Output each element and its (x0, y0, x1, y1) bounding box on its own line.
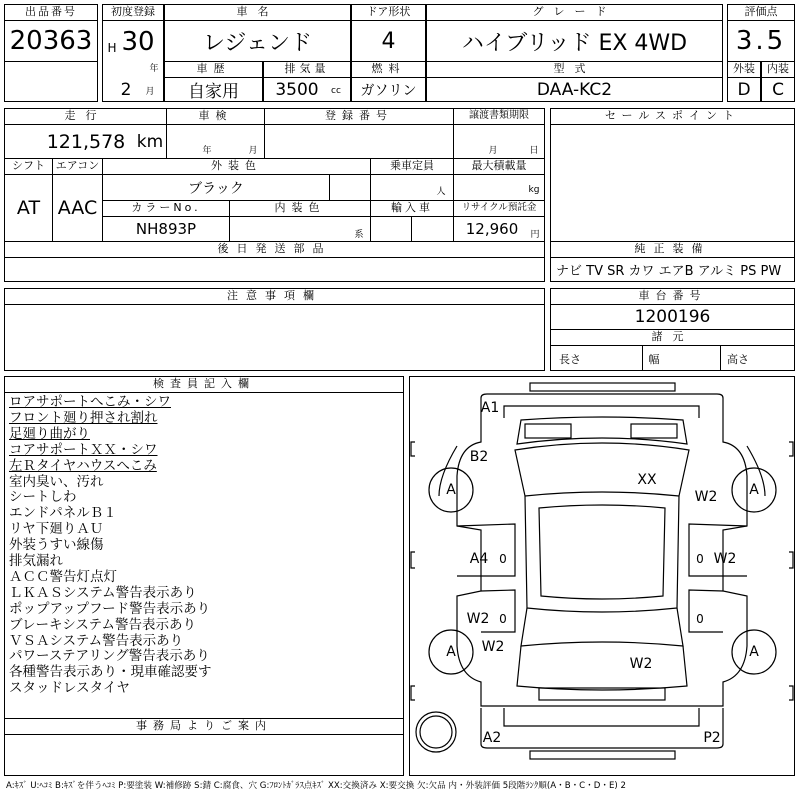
chassis-label: 車台番号 (550, 288, 795, 305)
ac-label: エアコン (52, 158, 103, 175)
displacement-value: 3500 (275, 79, 319, 100)
exterior-grade: D (737, 79, 751, 100)
equipment-label: 純正装備 (550, 241, 795, 258)
history-label: 車歴 (164, 61, 263, 78)
notes-label: 注意事項欄 (4, 288, 545, 305)
inspector-note-line: フロント廻り押され割れ (9, 409, 158, 426)
interior-color-unit: 系 (354, 229, 364, 240)
interior-color-cell (229, 216, 371, 242)
inspector-note-line: 各種警告表示あり・現車確認要す (9, 664, 212, 681)
dimensions-label: 諸元 (550, 329, 795, 346)
reg-year: 30 (121, 27, 155, 57)
height-label: 高さ (727, 353, 749, 366)
door-count: 4 (381, 29, 396, 54)
rear-apron (504, 708, 699, 726)
width-label: 幅 (648, 353, 660, 366)
length-label: 長さ (559, 353, 581, 366)
tire-mark-rr: A (749, 644, 759, 660)
damage-legend: A:ｷｽﾞ U:ﾍｺﾐ B:ｷｽﾞを伴うﾍｺﾐ P:要塗装 W:補修跡 S:錆 C:腐食、穴 G:ﾌﾛﾝﾄｶﾞﾗｽ点ｷｽﾞ XX:交換済み X:要交換 欠:欠品 内・外装評価 5段階ﾗﾝｸ順(A・B・C・D・E) 2 (6, 781, 626, 791)
load-label: 最大積載量 (453, 158, 545, 175)
spare-tire-inner (420, 716, 452, 748)
inspector-note-line: ＶＳＡシステム警告表示あり (9, 632, 184, 649)
trunk (517, 646, 687, 690)
inspector-note-line: 外装うすい線傷 (9, 537, 104, 554)
mark-xx: XX (637, 472, 657, 488)
inspector-note-line: スタッドレスタイヤ (9, 680, 130, 697)
cabin (525, 496, 679, 612)
year-unit: 年 (149, 63, 159, 74)
reg-no-label: 登録番号 (264, 108, 454, 125)
headlight-left (525, 424, 571, 438)
sales-point-box (550, 108, 795, 242)
mark-zero-lower-right: 0 (696, 612, 704, 626)
left-bracket-mid (411, 552, 415, 568)
mark-a4: A4 (469, 551, 489, 567)
inspector-note-line: リヤ下廻りＡＵ (9, 521, 104, 538)
load-unit: kg (528, 185, 540, 195)
recycle-label: リサイクル預託金 (453, 200, 545, 217)
model-label: 型式 (426, 61, 723, 78)
inspector-note-line: ＡＣＣ警告灯点灯 (9, 568, 117, 585)
color-no-value: NH893P (135, 220, 197, 238)
inspection-label: 車検 (166, 108, 265, 125)
lot-number-label: 出品番号 (4, 4, 98, 21)
mark-w2-left-mid: W2 (466, 611, 490, 627)
inspector-note-line: 足廻り曲がり (9, 425, 90, 442)
interior-grade-label: 内装 (761, 61, 795, 78)
month-unit: 月 (145, 86, 155, 97)
inspector-note-line: 左Ｒタイヤハウスへこみ (9, 457, 157, 474)
front-bumper-strip (530, 383, 675, 391)
displacement-unit: cc (331, 86, 341, 96)
tire-mark-rf: A (749, 482, 759, 498)
transfer-month-unit: 月 (488, 145, 498, 156)
inspector-notes-list (0, 395, 404, 715)
car-name-label: 車名 (164, 4, 351, 21)
first-reg-label: 初度登録 (102, 4, 164, 21)
lot-number: 20363 (9, 26, 93, 56)
shift-value: AT (16, 197, 41, 219)
score-label: 評価点 (727, 4, 795, 21)
ac-value: AAC (57, 197, 98, 219)
transfer-label: 譲渡書類期限 (453, 108, 545, 125)
hood (517, 417, 687, 444)
left-bracket-low (411, 686, 415, 700)
recycle-unit: 円 (530, 229, 540, 240)
recycle-value: 12,960 (465, 220, 519, 238)
import-cell-b (411, 216, 454, 242)
exterior-color-extra-cell (329, 174, 371, 201)
mark-w2-left-lower: W2 (481, 639, 505, 655)
inspector-note-line: シートしわ (9, 489, 77, 506)
fuel-value: ガソリン (360, 82, 417, 99)
era-letter: H (107, 41, 117, 55)
rear-bumper (481, 708, 723, 748)
inspector-note-line: ＬＫＡＳシステム警告表示あり (9, 584, 197, 601)
mark-zero-left: 0 (499, 552, 507, 566)
inspector-note-line: ロアサポートへこみ・シワ (9, 394, 171, 410)
mark-w2-center: W2 (629, 656, 653, 672)
inspector-note-line: ポップアップフード警告表示あり (9, 600, 211, 617)
capacity-unit: 人 (436, 186, 446, 197)
mileage-value: 121,578 (46, 131, 126, 153)
mark-a1: A1 (480, 400, 500, 416)
front-apron (504, 406, 699, 418)
grade-value: ハイブリッド EX 4WD (461, 31, 688, 56)
mark-w2-right-top: W2 (694, 489, 718, 505)
roof (539, 505, 665, 599)
mark-zero-lower-left: 0 (499, 612, 507, 626)
exterior-grade-label: 外装 (727, 61, 761, 78)
office-label: 事務局よりご案内 (4, 718, 404, 735)
inspector-note-line: エンドパネルＢ１ (9, 505, 117, 522)
displacement-label: 排気量 (263, 61, 351, 78)
history-value: 自家用 (188, 82, 239, 102)
color-no-label: カラーNo. (102, 200, 230, 217)
door-label: ドア形状 (351, 4, 426, 21)
rear-bumper-strip (530, 751, 675, 759)
later-parts-cell (4, 257, 545, 282)
exterior-color-value: ブラック (188, 180, 244, 197)
later-parts-label: 後日発送部品 (4, 241, 545, 258)
equipment-items: ナビ TV SR カワ エアB アルミ PS PW (556, 264, 782, 279)
inspector-note-line: 排気漏れ (9, 553, 63, 569)
left-bracket-top (411, 442, 415, 456)
headlight-right (631, 424, 677, 438)
transfer-day-unit: 日 (529, 145, 539, 156)
mark-zero-right: 0 (696, 552, 704, 566)
interior-grade: C (772, 79, 784, 100)
right-bracket-low (789, 686, 793, 700)
windshield (515, 443, 689, 496)
inspector-label: 検査員記入欄 (4, 376, 404, 393)
shift-label: シフト (4, 158, 53, 175)
car-diagram (409, 376, 795, 776)
right-bracket-top (789, 442, 793, 456)
mark-b2: B2 (469, 449, 489, 465)
reg-month: 2 (120, 80, 132, 100)
score-value: 3.5 (735, 26, 787, 56)
grade-label: グレード (426, 4, 723, 21)
inspector-note-line: 室内臭い、汚れ (9, 473, 104, 490)
tire-mark-lr: A (446, 644, 456, 660)
interior-color-label: 内装色 (229, 200, 371, 217)
inspector-note-line: コアサポートＸＸ・シワ (9, 441, 158, 458)
inspection-month-unit: 月 (248, 145, 258, 156)
car-name: レジェンド (202, 31, 312, 56)
capacity-label: 乗車定員 (370, 158, 454, 175)
right-bracket-mid (789, 552, 793, 568)
lot-number-divider (4, 61, 98, 62)
inspector-note-line: ブレーキシステム警告表示あり (9, 616, 196, 633)
inspection-year-unit: 年 (202, 145, 212, 156)
mark-p2: P2 (703, 730, 721, 746)
fuel-label: 燃料 (351, 61, 426, 78)
spare-tire (416, 712, 456, 752)
sales-point-label: セールスポイント (550, 108, 795, 125)
exterior-color-label: 外装色 (102, 158, 371, 175)
import-label: 輸入車 (370, 200, 454, 217)
chassis-number: 1200196 (634, 307, 711, 327)
rear-window (521, 608, 683, 646)
mileage-label: 走行 (4, 108, 167, 125)
tire-mark-lf: A (446, 482, 456, 498)
import-cell-a (370, 216, 412, 242)
mark-w2-right-mid: W2 (713, 551, 737, 567)
mileage-unit: km (136, 132, 164, 152)
inspector-note-line: パワーステアリング警告表示あり (9, 648, 210, 665)
model-value: DAA-KC2 (536, 79, 613, 100)
reg-no-cell (264, 124, 454, 159)
mark-a2: A2 (482, 730, 502, 746)
